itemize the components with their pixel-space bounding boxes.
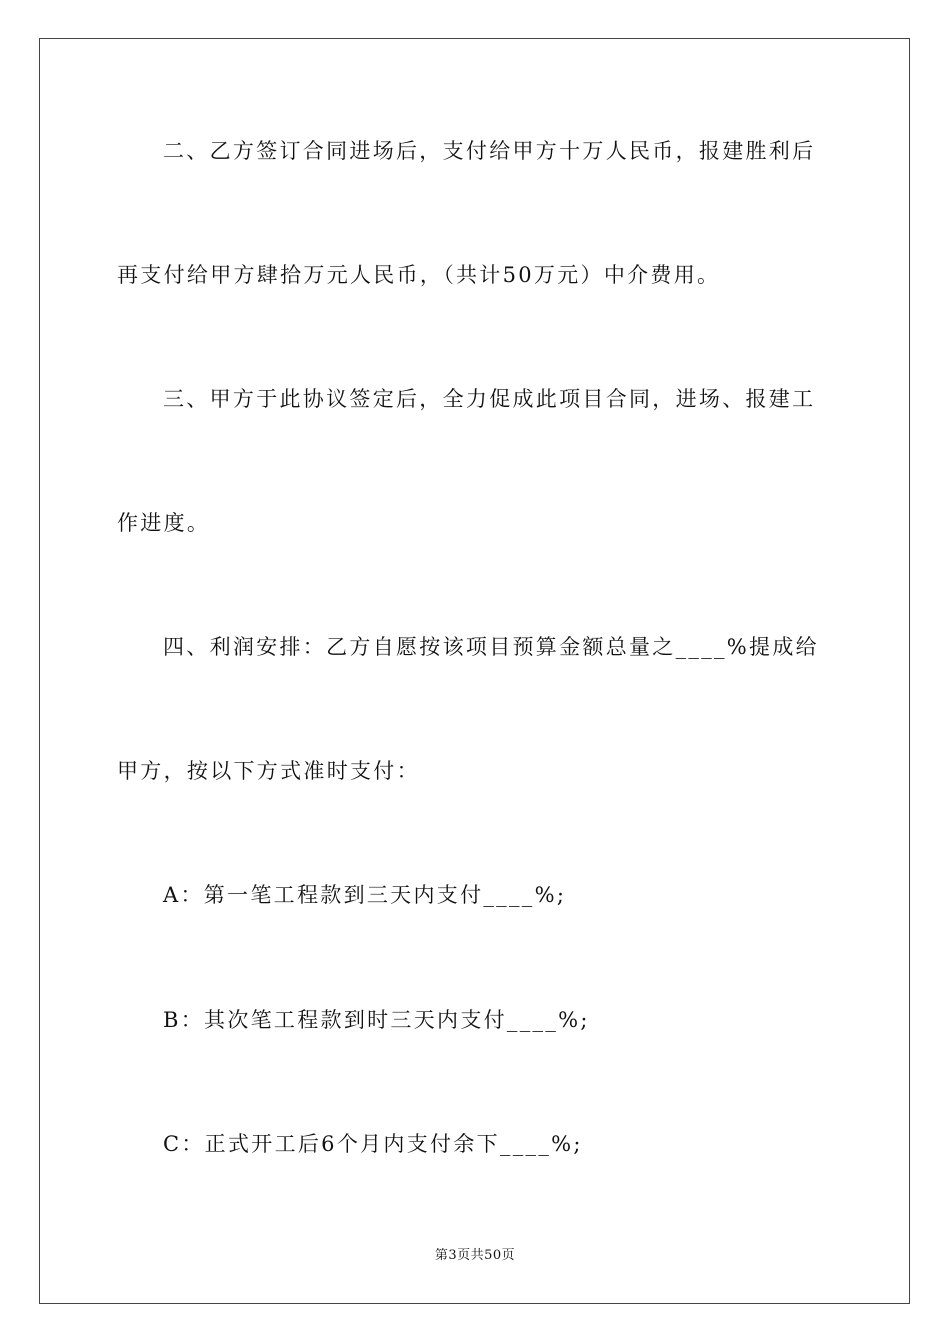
page-frame (39, 38, 910, 1304)
paragraph-4-line-2: 甲方，按以下方式准时支付： (117, 759, 420, 783)
paragraph-2-line-2: 再支付给甲方肆拾万元人民币，（共计50万元）中介费用。 (117, 263, 721, 287)
payment-item-c: C：正式开工后6个月内支付余下____%; (163, 1132, 583, 1156)
paragraph-2-line-1: 二、乙方签订合同进场后，支付给甲方十万人民币，报建胜利后 (163, 139, 816, 163)
paragraph-4-line-1: 四、利润安排：乙方自愿按该项目预算金额总量之____%提成给 (163, 635, 819, 659)
paragraph-3-line-1: 三、甲方于此协议签定后，全力促成此项目合同，进场、报建工 (163, 387, 816, 411)
page-footer (0, 1247, 950, 1265)
page-number-total: 共50页 (470, 1248, 516, 1263)
page-number-current: 第3页 (434, 1248, 471, 1263)
paragraph-3-line-2: 作进度。 (117, 511, 211, 535)
payment-item-b: B：其次笔工程款到时三天内支付____%; (163, 1008, 590, 1032)
payment-item-a: A：第一笔工程款到三天内支付____%; (163, 883, 567, 907)
